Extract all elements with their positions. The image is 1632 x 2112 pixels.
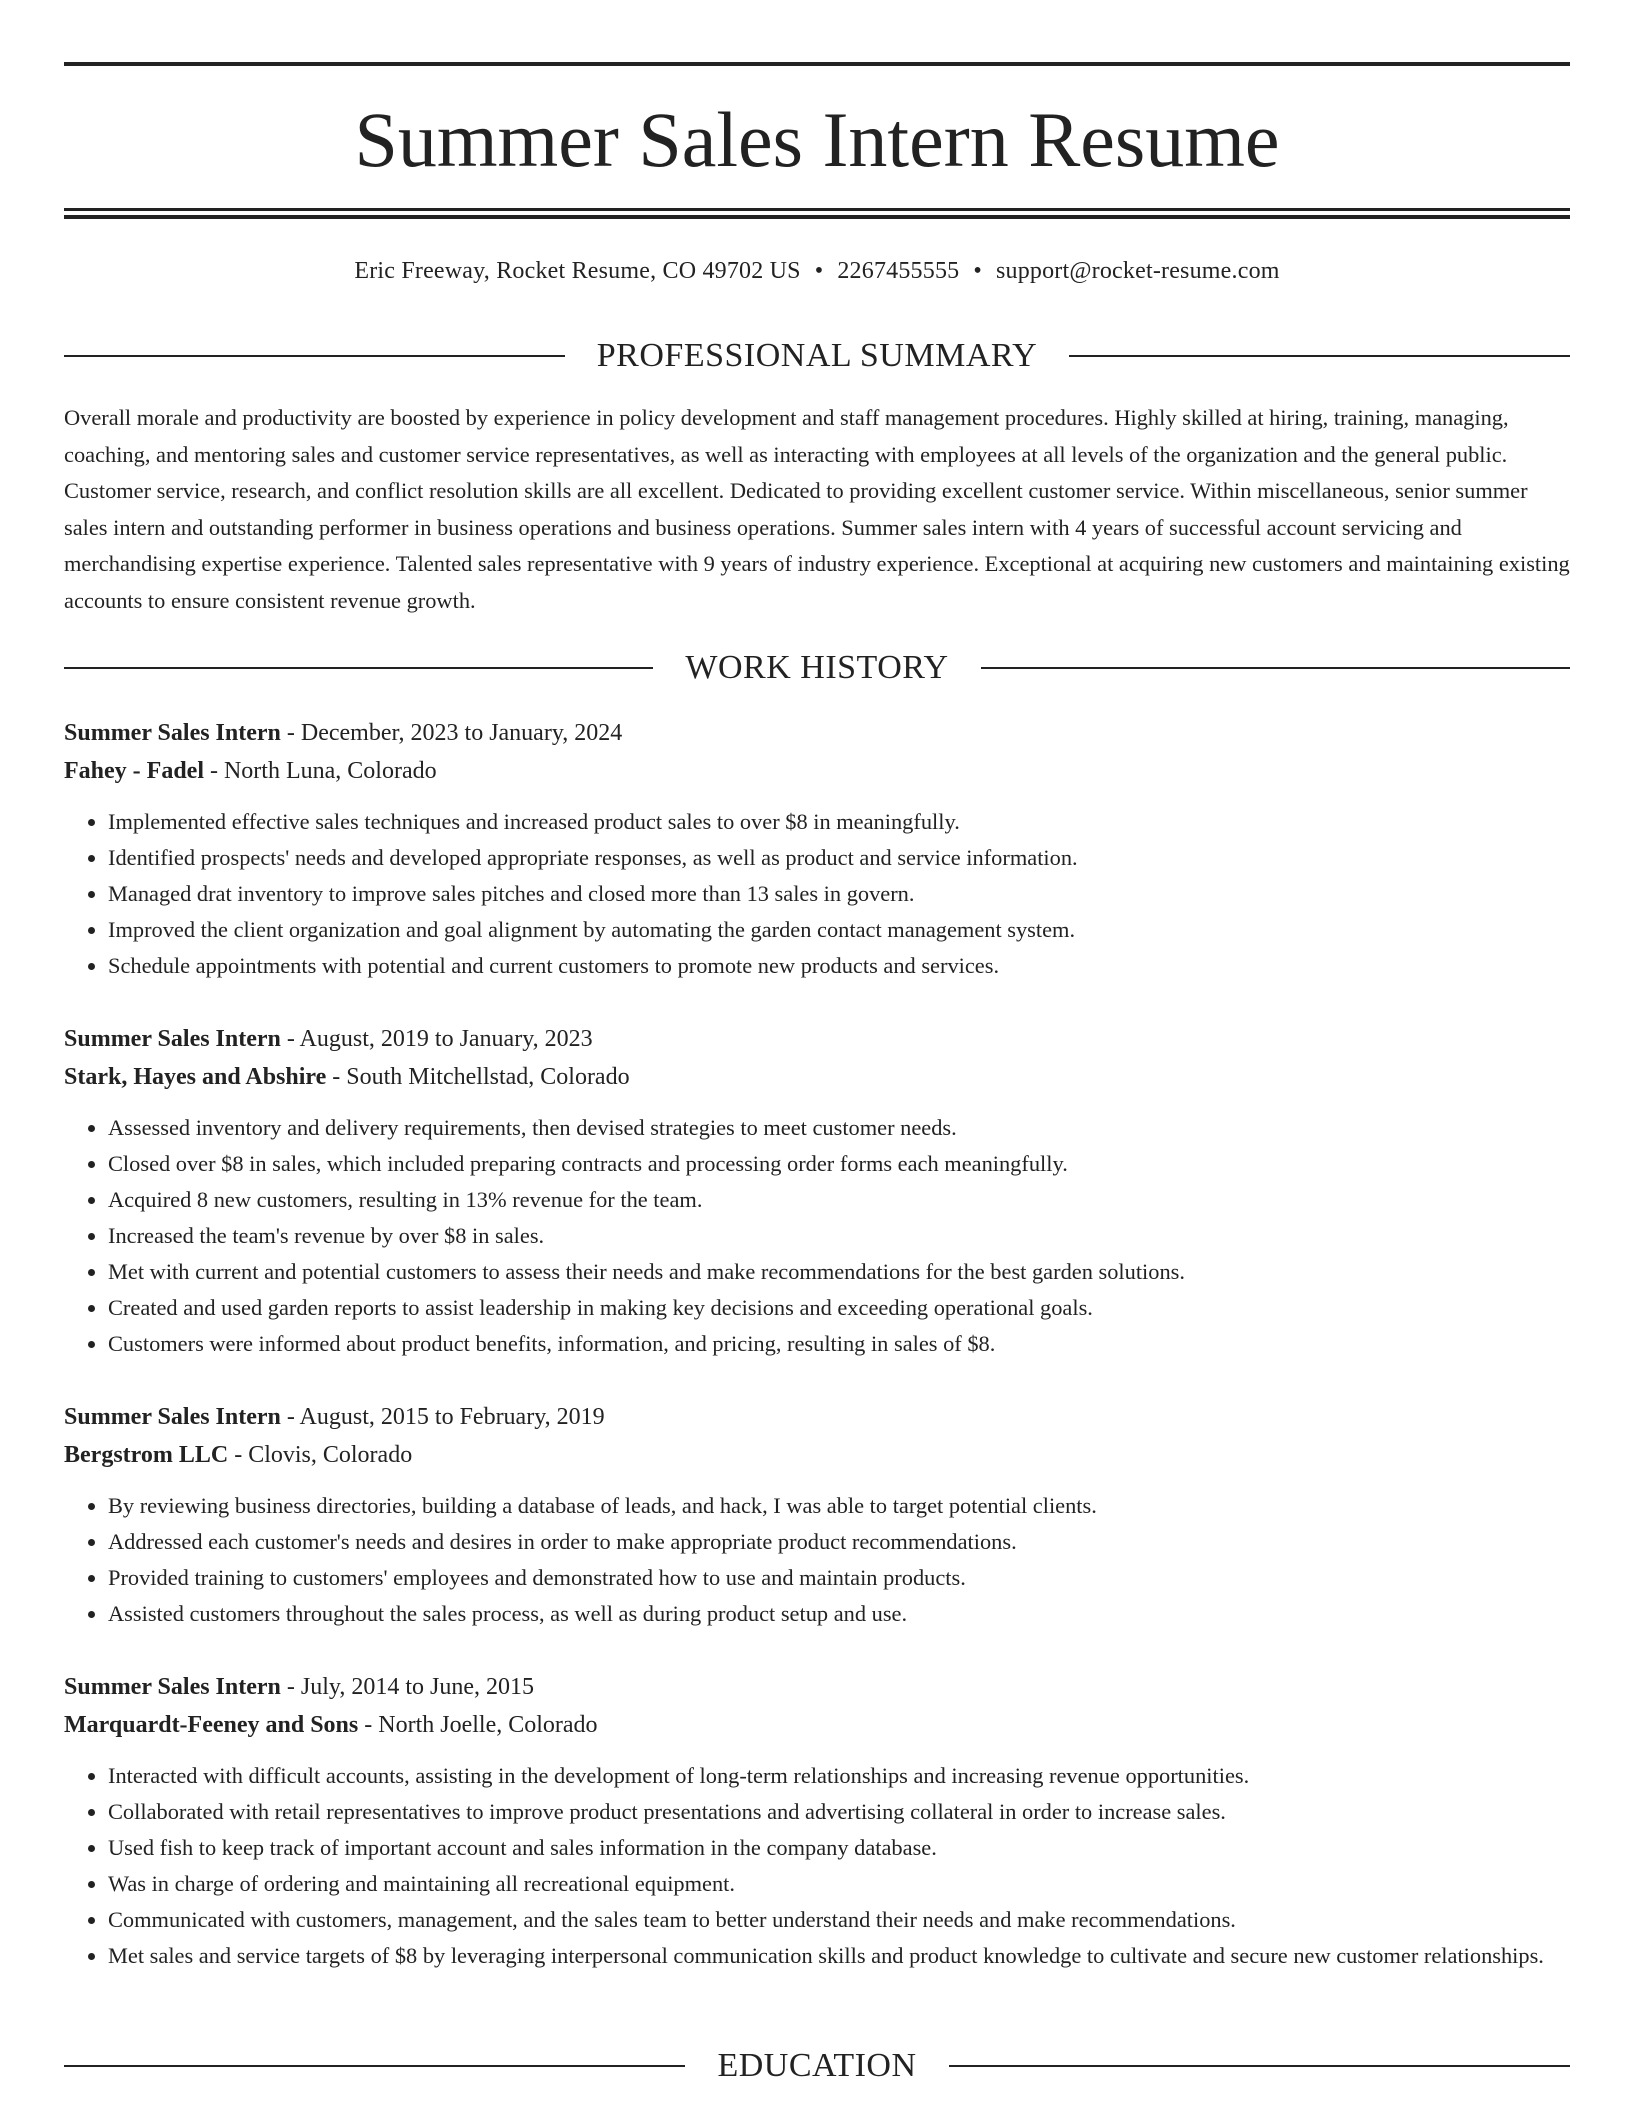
heading-rule-left xyxy=(64,667,653,669)
heading-rule-right xyxy=(1069,355,1570,357)
job-bullet-list xyxy=(64,804,1570,984)
job-entry xyxy=(64,1668,1570,1974)
summary-section-heading xyxy=(64,336,1570,376)
professional-summary-text: Overall morale and productivity are boosted by experience in policy development and staff management procedures. Highly skilled at hiring, training, managing, coaching, and mentoring sales and customer service representatives, as well as interacting with employees at all levels of the organization and the general public. Customer service, research, and conflict resolution skills are all excellent. Dedicated to providing excellent customer service. Within miscellaneous, senior summer sales intern and outstanding performer in business operations and business operations. Summer sales intern with 4 years of successful account servicing and merchandising expertise experience. Talented sales representative with 9 years of industry experience. Exceptional at acquiring new customers and maintaining existing accounts to ensure consistent revenue growth. xyxy=(64,405,1570,613)
education-section-heading xyxy=(64,2046,1570,2086)
summary-heading-label: PROFESSIONAL SUMMARY xyxy=(596,337,1038,374)
job-bullet-list xyxy=(64,1488,1570,1632)
job-title: Summer Sales Intern xyxy=(64,1674,281,1700)
job-company-line xyxy=(64,1436,1570,1474)
job-location: - Clovis, Colorado xyxy=(228,1442,413,1468)
job-title: Summer Sales Intern xyxy=(64,1404,281,1430)
contact-email: support@rocket-resume.com xyxy=(995,258,1280,284)
job-company-line xyxy=(64,1058,1570,1096)
job-bullet: • Closed over $8 in sales, which included preparing contracts and processing order forms each meaningfully. xyxy=(108,1146,1570,1182)
resume-title: Summer Sales Intern Resume xyxy=(354,96,1280,183)
job-title: Summer Sales Intern xyxy=(64,720,281,746)
job-title-line xyxy=(64,714,1570,752)
title-rule-upper xyxy=(64,208,1570,211)
job-bullet-list xyxy=(64,1758,1570,1974)
contact-address: Eric Freeway, Rocket Resume, CO 49702 US xyxy=(354,258,801,284)
job-company-line xyxy=(64,1706,1570,1744)
job-bullet: • Used fish to keep track of important account and sales information in the company database. xyxy=(108,1830,1570,1866)
job-bullet: • Customers were informed about product benefits, information, and pricing, resulting in sales of $8. xyxy=(108,1326,1570,1362)
job-entry xyxy=(64,714,1570,984)
job-dates: - August, 2015 to February, 2019 xyxy=(280,1404,605,1430)
contact-line xyxy=(64,256,1570,286)
job-dates: - July, 2014 to June, 2015 xyxy=(280,1674,534,1700)
job-company: Fahey - Fadel xyxy=(64,758,204,784)
job-location: - North Luna, Colorado xyxy=(203,758,437,784)
job-company: Bergstrom LLC xyxy=(64,1442,229,1468)
job-bullet: • Improved the client organization and goal alignment by automating the garden contact management system. xyxy=(108,912,1570,948)
job-title-line xyxy=(64,1668,1570,1706)
job-location: - South Mitchellstad, Colorado xyxy=(326,1064,630,1090)
job-bullet: • Acquired 8 new customers, resulting in 13% revenue for the team. xyxy=(108,1182,1570,1218)
job-bullet: • Was in charge of ordering and maintaining all recreational equipment. xyxy=(108,1866,1570,1902)
job-bullet: • Identified prospects' needs and developed appropriate responses, as well as product and service information. xyxy=(108,840,1570,876)
job-bullet-list xyxy=(64,1110,1570,1362)
contact-separator: • xyxy=(973,258,982,284)
job-bullet: • Schedule appointments with potential and current customers to promote new products and services. xyxy=(108,948,1570,984)
job-title: Summer Sales Intern xyxy=(64,1026,281,1052)
job-bullet: • By reviewing business directories, building a database of leads, and hack, I was able to target potential clients. xyxy=(108,1488,1570,1524)
job-entry xyxy=(64,1020,1570,1362)
job-bullet: • Created and used garden reports to assist leadership in making key decisions and exceeding operational goals. xyxy=(108,1290,1570,1326)
job-bullet: • Assisted customers throughout the sales process, as well as during product setup and use. xyxy=(108,1596,1570,1632)
job-bullet: • Implemented effective sales techniques and increased product sales to over $8 in meaningfully. xyxy=(108,804,1570,840)
contact-phone: 2267455555 xyxy=(837,258,960,284)
top-rule xyxy=(64,62,1570,66)
title-rule-lower xyxy=(64,215,1570,219)
job-bullet: • Met sales and service targets of $8 by leveraging interpersonal communication skills and product knowledge to cultivate and secure new customer relationships. xyxy=(108,1938,1570,1974)
heading-rule-right xyxy=(981,667,1570,669)
work-section-heading xyxy=(64,648,1570,688)
job-location: - North Joelle, Colorado xyxy=(358,1712,598,1738)
job-dates: - August, 2019 to January, 2023 xyxy=(280,1026,593,1052)
heading-rule-left xyxy=(64,2065,685,2067)
job-bullet: • Managed drat inventory to improve sales pitches and closed more than 13 sales in govern. xyxy=(108,876,1570,912)
job-bullet: • Addressed each customer's needs and desires in order to make appropriate product recommendations. xyxy=(108,1524,1570,1560)
job-company: Marquardt-Feeney and Sons xyxy=(64,1712,359,1738)
contact-separator: • xyxy=(814,258,824,284)
heading-rule-right xyxy=(949,2065,1570,2067)
job-bullet: • Provided training to customers' employees and demonstrated how to use and maintain products. xyxy=(108,1560,1570,1596)
work-heading-label: WORK HISTORY xyxy=(685,649,949,686)
job-bullet: • Collaborated with retail representatives to improve product presentations and advertising collateral in order to increase sales. xyxy=(108,1794,1570,1830)
job-bullet: • Met with current and potential customers to assess their needs and make recommendations for the best garden solutions. xyxy=(108,1254,1570,1290)
job-company: Stark, Hayes and Abshire xyxy=(64,1064,327,1090)
job-dates: - December, 2023 to January, 2024 xyxy=(280,720,623,746)
job-bullet: • Assessed inventory and delivery requirements, then devised strategies to meet customer needs. xyxy=(108,1110,1570,1146)
job-title-line xyxy=(64,1020,1570,1058)
job-entry xyxy=(64,1398,1570,1632)
job-bullet: • Interacted with difficult accounts, assisting in the development of long-term relationships and increasing revenue opportunities. xyxy=(108,1758,1570,1794)
job-bullet: • Communicated with customers, management, and the sales team to better understand their needs and make recommendations. xyxy=(108,1902,1570,1938)
job-title-line xyxy=(64,1398,1570,1436)
education-heading-label: EDUCATION xyxy=(717,2047,917,2084)
job-company-line xyxy=(64,752,1570,790)
job-bullet: • Increased the team's revenue by over $8 in sales. xyxy=(108,1218,1570,1254)
heading-rule-left xyxy=(64,355,565,357)
